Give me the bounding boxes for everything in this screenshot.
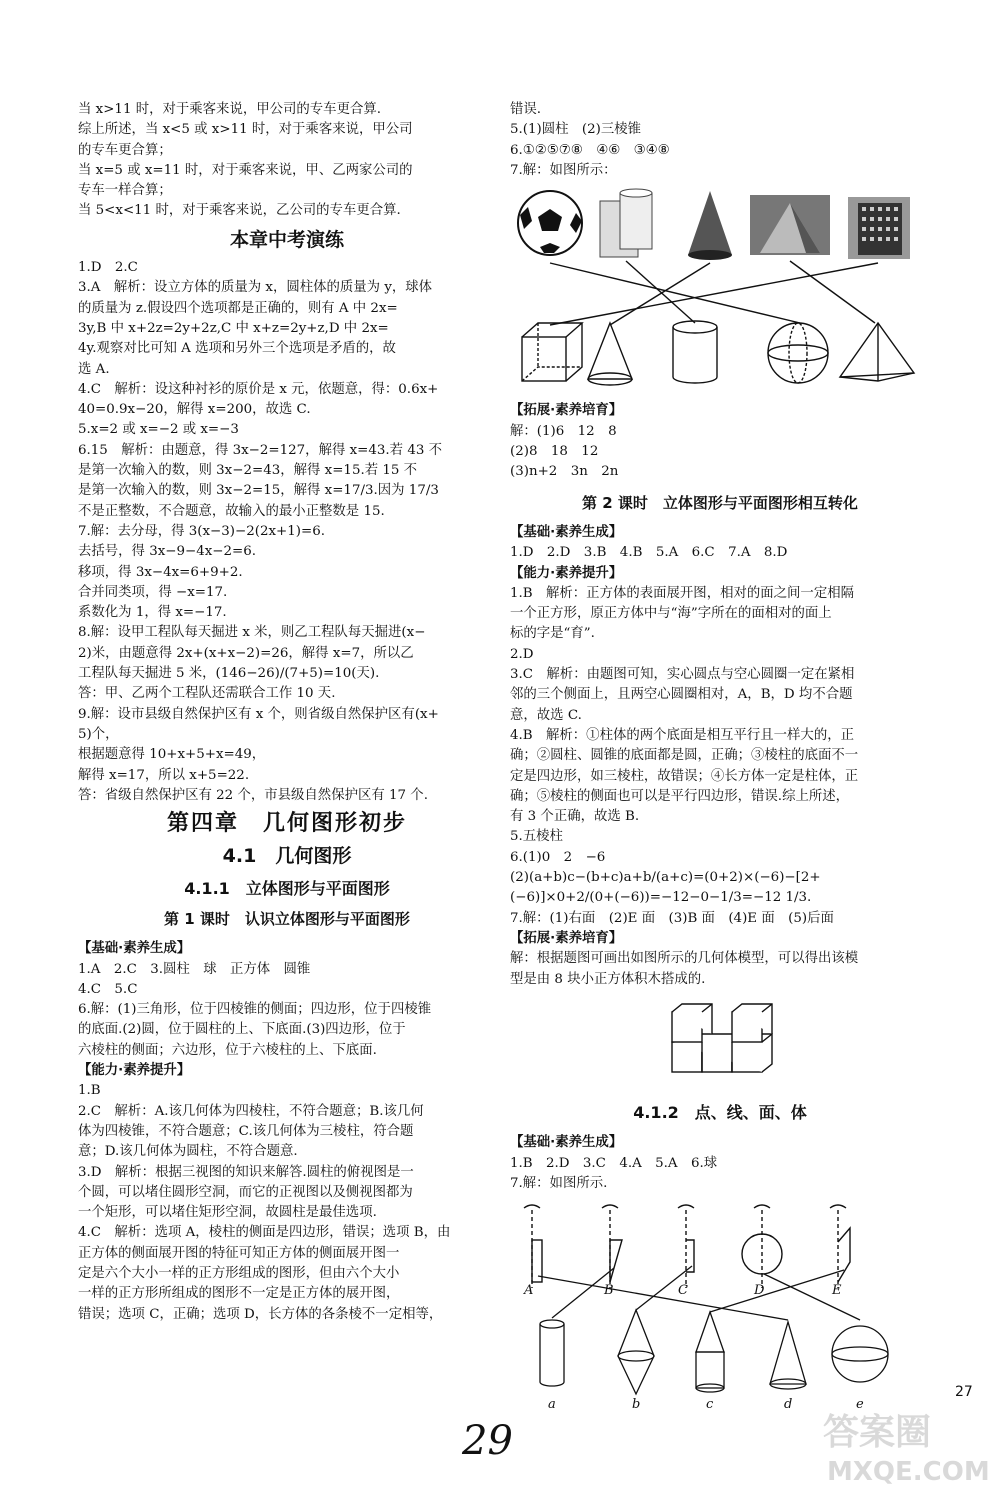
fig-label-top: D	[754, 1283, 765, 1299]
lesson1-line: 一样的正方形所组成的图形不一定是正方体的展开图，	[78, 1286, 400, 1302]
lesson2-line: 确；②圆柱、圆锥的底面都是圆，正确；③棱柱的底面不一	[510, 748, 859, 764]
review-line: 7.解：去分母，得 3(x−3)−2(2x+1)=6.	[78, 523, 326, 539]
fig-label-top: B	[604, 1283, 614, 1299]
lesson1-line: 【基础·素养生成】	[78, 941, 191, 957]
right-top-line: 5.(1)圆柱 (2)三棱锥	[510, 122, 642, 138]
lesson1-line: 个圆，可以堵住圆形空洞，而它的正视图以及侧视图都为	[78, 1184, 413, 1200]
printed-page-number: 27	[955, 1384, 973, 1400]
review-line: 选 A.	[78, 361, 110, 377]
match-lines-1	[550, 261, 878, 325]
lesson2-line: 6.(1)0 2 −6	[510, 849, 606, 865]
left-top-lines	[78, 100, 496, 222]
lesson2-line: 1.D 2.D 3.B 4.B 5.A 6.C 7.A 8.D	[510, 545, 788, 561]
review-line: 答：甲、乙两个工程队还需联合工作 10 天.	[78, 686, 336, 702]
fig-label-top: E	[832, 1283, 842, 1299]
review-line: 工程队每天掘进 5 米，(146−26)/(7+5)=10(天).	[78, 666, 380, 682]
fig-label-bottom: d	[784, 1397, 793, 1413]
lesson1-line: 的底面.(2)圆，位于圆柱的上、下底面.(3)四边形，位于	[78, 1022, 406, 1038]
svg-text:答案圈: 答案圈	[823, 1412, 932, 1453]
review-line: 系数化为 1，得 x=−17.	[78, 605, 227, 621]
lesson2-line: 5.五棱柱	[510, 829, 563, 845]
lesson1-line: 体为四棱锥，不符合题意；C.该几何体为三棱柱，符合题	[78, 1123, 414, 1139]
sub2-lines	[510, 1133, 930, 1194]
solids-row-2	[540, 1310, 888, 1394]
fig-label-bottom: e	[856, 1397, 864, 1413]
photo-building	[848, 197, 910, 259]
review-line: 4.C 解析：设这种衬衫的原价是 x 元，依题意，得：0.6x+	[78, 381, 439, 397]
lesson1-line: 意；D.该几何体为圆柱，不符合题意.	[78, 1144, 298, 1160]
left-top-line: 专车一样合算；	[78, 183, 172, 199]
review-line: 的质量为 z.假设四个选项都是正确的，则有 A 中 2x=	[78, 300, 398, 316]
photo-pyramid	[750, 195, 830, 255]
sub2-line: 1.B 2.D 3.C 4.A 5.A 6.球	[510, 1155, 718, 1171]
lesson1-line: 六棱柱的侧面；六边形，位于六棱柱的上、下底面.	[78, 1042, 377, 1058]
lesson2-line: 确；⑤棱柱的侧面也可以是平行四边形，错误.综上所述，	[510, 788, 850, 804]
lesson1-line: 1.B	[78, 1083, 101, 1099]
photo-cone-hat	[688, 191, 732, 260]
lesson1-lines	[78, 939, 496, 1325]
extension-line: (3)n+2 3n 2n	[510, 464, 619, 480]
lesson2-line: (−6)]×0+2/(0+(−6))=−12−0−1/3=−12 1/3.	[510, 890, 812, 906]
review-line: 1.D 2.C	[78, 260, 138, 276]
sub2-line: 7.解：如图所示.	[510, 1175, 608, 1191]
fig-label-top: C	[678, 1283, 688, 1299]
review-line: 5.x=2 或 x=−2 或 x=−3	[78, 422, 239, 438]
extension-1	[510, 401, 930, 482]
watermark-logo	[815, 1400, 990, 1490]
left-top-line: 当 x=5 或 x=11 时，对于乘客来说，甲、乙两家公司的	[78, 162, 413, 178]
lesson1-line: 错误；选项 C，正确；选项 D，长方体的各条棱不一定相等，	[78, 1306, 443, 1322]
handwritten-page-number: 29	[462, 1418, 513, 1464]
lesson1-line: 【能力·素养提升】	[78, 1063, 191, 1079]
left-top-line: 综上所述，当 x<5 或 x>11 时，对于乘客来说，甲公司	[78, 122, 413, 138]
review-line: 9.解：设市县级自然保护区有 x 个，则省级自然保护区有(x+	[78, 706, 439, 722]
review-line: 不是正整数，不合题意，故输入的最小正整数是 15.	[78, 503, 385, 519]
lesson1-line: 4.C 5.C	[78, 981, 138, 997]
lesson1-line: 6.解：(1)三角形，位于四棱锥的侧面；四边形，位于四棱锥	[78, 1002, 432, 1018]
fig-label-bottom: a	[548, 1397, 556, 1413]
plane-shapes	[524, 1205, 850, 1288]
lesson2-line: 【能力·素养提升】	[510, 565, 623, 581]
lesson2-lines	[510, 523, 930, 990]
lesson2-line: 2.D	[510, 646, 534, 662]
extension-line: 【拓展·素养培育】	[510, 403, 623, 419]
review-line: 是第一次输入的数，则 3x−2=15，解得 x=17/3.因为 17/3	[78, 483, 439, 499]
review-line: 2)米，由题意得 2x+(x+x−2)=26，解得 x=7，所以乙	[78, 645, 414, 661]
fig-label-bottom: b	[632, 1397, 641, 1413]
left-top-line: 的专车更合算；	[78, 142, 172, 158]
rotation-matching-figure	[510, 1198, 920, 1413]
right-column	[510, 100, 930, 1425]
lesson2-line: 7.解：(1)右面 (2)E 面 (3)B 面 (4)E 面 (5)后面	[510, 910, 834, 926]
review-line: 4y.观察对比可知 A 选项和另外三个选项是矛盾的，故	[78, 341, 396, 357]
lesson1-line: 4.C 解析：选项 A，棱柱的侧面是四边形，错误；选项 B，由	[78, 1225, 451, 1241]
review-line: 去括号，得 3x−9−4x−2=6.	[78, 544, 257, 560]
right-top-lines	[510, 100, 930, 181]
lesson2-title: 第 2 课时 立体图形与平面图形相互转化	[582, 493, 858, 512]
review-title: 本章中考演练	[229, 228, 344, 251]
cube-model-figure	[510, 994, 920, 1082]
left-top-line: 当 5<x<11 时，对于乘客来说，乙公司的专车更合算.	[78, 203, 401, 219]
lesson1-line: 3.D 解析：根据三视图的知识来解答.圆柱的俯视图是一	[78, 1164, 414, 1180]
lesson1-line: 一个矩形，可以堵住矩形空洞，故圆柱是最佳选项.	[78, 1205, 377, 1221]
review-line: 8.解：设甲工程队每天掘进 x 米，则乙工程队每天掘进(x−	[78, 625, 426, 641]
extension-line: (2)8 18 12	[510, 444, 599, 460]
chapter-title: 第四章 几何图形初步	[166, 811, 407, 837]
match-lines-2	[538, 1266, 860, 1320]
lesson2-line: 1.B 解析：正方体的表面展开图，相对的面之间一定相隔	[510, 585, 854, 601]
lesson2-line: 意，故选 C.	[510, 707, 582, 723]
lesson2-line: 有 3 个正确，故选 B.	[510, 809, 640, 825]
left-top-line: 当 x>11 时，对于乘客来说，甲公司的专车更合算.	[78, 102, 382, 117]
left-column	[78, 100, 496, 1325]
lesson1-line: 1.A 2.C 3.圆柱 球 正方体 圆锥	[78, 961, 311, 977]
lesson1-line: 定是六个大小一样的正方形组成的图形，但由六个大小	[78, 1266, 400, 1282]
review-line: 移项，得 3x−4x=6+9+2.	[78, 564, 243, 580]
section-title: 4.1 几何图形	[222, 845, 352, 868]
right-top-line: 7.解：如图所示：	[510, 162, 617, 178]
right-top-line: 6.①②⑤⑦⑧ ④⑥ ③④⑧	[510, 142, 670, 158]
review-line: 40=0.9x−20，解得 x=200，故选 C.	[78, 402, 311, 418]
review-line: 根据题意得 10+x+5+x=49，	[78, 747, 266, 763]
lesson1-title: 第 1 课时 认识立体图形与平面图形	[164, 909, 410, 928]
review-line: 解得 x=17，所以 x+5=22.	[78, 767, 250, 783]
solids-row-1	[522, 321, 914, 385]
sub2-line: 【基础·素养生成】	[510, 1135, 623, 1151]
lesson2-line: 3.C 解析：由题图可知，实心圆点与空心圆圈一定在紧相	[510, 667, 855, 683]
extension-line: 解：(1)6 12 8	[510, 423, 617, 439]
review-line: 3y,B 中 x+2z=2y+2z,C 中 x+z=2y+z,D 中 2x=	[78, 320, 389, 336]
photo-soccer-ball	[518, 191, 582, 255]
subsection2-title: 4.1.2 点、线、面、体	[633, 1103, 807, 1123]
lesson2-line: 标的字是“育”.	[510, 626, 595, 642]
lesson1-line: 正方体的侧面展开图的特征可知正方体的侧面展开图一	[78, 1245, 400, 1261]
review-line: 5)个，	[78, 726, 119, 742]
review-lines	[78, 258, 496, 806]
fig-label-top: A	[524, 1283, 534, 1299]
lesson2-line: 【拓展·素养培育】	[510, 930, 623, 946]
review-line: 是第一次输入的数，则 3x−2=43，解得 x=15.若 15 不	[78, 463, 418, 479]
review-line: 6.15 解析：由题意，得 3x−2=127，解得 x=43.若 43 不	[78, 442, 443, 458]
photo-cups	[600, 189, 652, 257]
lesson1-line: 2.C 解析：A.该几何体为四棱柱，不符合题意；B.该几何	[78, 1103, 424, 1119]
review-line: 合并同类项，得 −x=17.	[78, 584, 228, 600]
lesson2-line: 邻的三个侧面上，且两空心圆圈相对，A，B，D 均不合题	[510, 687, 853, 703]
right-top-line: 错误.	[510, 102, 542, 117]
fig-label-bottom: c	[706, 1397, 714, 1413]
lesson2-line: 解：根据题图可画出如图所示的几何体模型，可以得出该模	[510, 951, 859, 967]
lesson2-line: 4.B 解析：①柱体的两个底面是相互平行且一样大的，正	[510, 727, 854, 743]
lesson2-line: 定是四边形，如三棱柱，故错误；④长方体一定是柱体，正	[510, 768, 859, 784]
matching-figure-1	[510, 185, 920, 390]
svg-text:MXQE.COM: MXQE.COM	[827, 1457, 990, 1487]
lesson2-line: 型是由 8 块小正方体积木搭成的.	[510, 971, 706, 987]
review-line: 答：省级自然保护区有 22 个，市县级自然保护区有 17 个.	[78, 787, 428, 803]
review-line: 3.A 解析：设立方体的质量为 x，圆柱体的质量为 y，球体	[78, 280, 433, 296]
lesson2-line: (2)(a+b)c−(b+c)a+b/(a+c)=(0+2)×(−6)−[2+	[510, 870, 821, 886]
lesson2-line: 【基础·素养生成】	[510, 524, 623, 540]
lesson2-line: 一个正方形，原正方体中与“海”字所在的面相对的面上	[510, 606, 832, 622]
subsection-title: 4.1.1 立体图形与平面图形	[184, 878, 390, 898]
